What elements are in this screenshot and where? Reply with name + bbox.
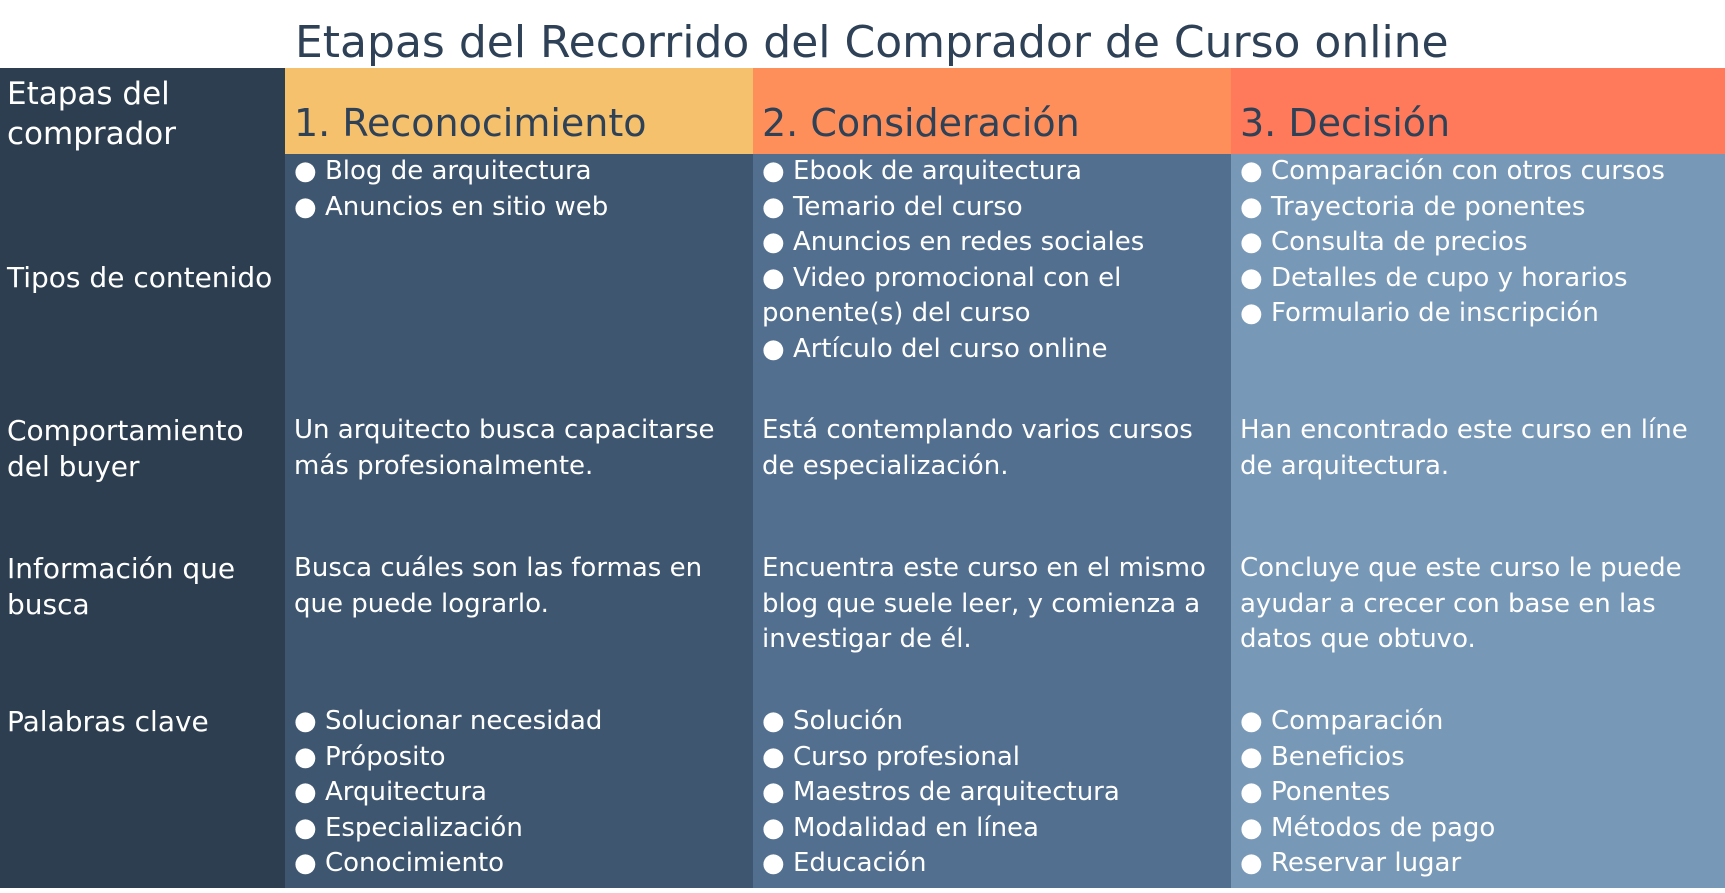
list-item: ● Próposito xyxy=(294,740,747,776)
list-item: ● Especialización xyxy=(294,811,747,847)
list-item: ● Métodos de pago xyxy=(1240,811,1719,847)
list-item: ● Consulta de precios xyxy=(1240,225,1719,261)
list-item: ● Video promocional con el ponente(s) del curso xyxy=(762,261,1225,332)
keywords-list xyxy=(762,704,1225,882)
stage-header: 1. Reconocimiento xyxy=(285,68,753,154)
list-item: ● Temario del curso xyxy=(762,190,1225,226)
list-item: ● Detalles de cupo y horarios xyxy=(1240,261,1719,297)
content-types-list xyxy=(294,154,747,225)
list-item: ● Maestros de arquitectura xyxy=(762,775,1225,811)
list-item: ● Conocimiento xyxy=(294,846,747,882)
row-label-behavior: Comportamiento del buyer xyxy=(7,414,244,483)
row-label-stages: Etapas del comprador xyxy=(7,76,177,152)
info-text: Concluye que este curso le puede ayudar a crecer con base en las datos que obtuvo. xyxy=(1240,553,1682,655)
stage-column-reconocimiento xyxy=(285,68,753,888)
row-label-info: Información que busca xyxy=(7,552,236,621)
row-label-content-types: Tipos de contenido xyxy=(7,261,273,294)
list-item: ● Educación xyxy=(762,846,1225,882)
list-item: ● Arquitectura xyxy=(294,775,747,811)
stage-header: 2. Consideración xyxy=(753,68,1231,154)
content-types-list xyxy=(762,154,1225,368)
stage-column-consideracion xyxy=(753,68,1231,888)
info-text: Encuentra este curso en el mismo blog que suele leer, y comienza a investigar de él. xyxy=(762,553,1206,655)
list-item: ● Comparación con otros cursos xyxy=(1240,154,1719,190)
behavior-text: Han encontrado este curso en líne de arquitectura. xyxy=(1240,415,1688,481)
list-item: ● Reservar lugar xyxy=(1240,846,1719,882)
list-item: ● Beneficios xyxy=(1240,740,1719,776)
list-item: ● Artículo del curso online xyxy=(762,332,1225,368)
behavior-text: Un arquitecto busca capacitarse más profesionalmente. xyxy=(294,415,715,481)
stage-column-decision xyxy=(1231,68,1725,888)
content-types-list xyxy=(1240,154,1719,332)
list-item: ● Solucionar necesidad xyxy=(294,704,747,740)
list-item: ● Blog de arquitectura xyxy=(294,154,747,190)
info-text: Busca cuáles son las formas en que puede lograrlo. xyxy=(294,553,703,619)
list-item: ● Solución xyxy=(762,704,1225,740)
stage-header: 3. Decisión xyxy=(1231,68,1725,154)
list-item: ● Anuncios en redes sociales xyxy=(762,225,1225,261)
row-labels-column xyxy=(0,68,285,888)
keywords-list xyxy=(294,704,747,882)
row-label-keywords: Palabras clave xyxy=(7,705,209,738)
list-item: ● Anuncios en sitio web xyxy=(294,190,747,226)
keywords-list xyxy=(1240,704,1719,882)
list-item: ● Modalidad en línea xyxy=(762,811,1225,847)
list-item: ● Trayectoria de ponentes xyxy=(1240,190,1719,226)
behavior-text: Está contemplando varios cursos de especialización. xyxy=(762,415,1193,481)
page-title: Etapas del Recorrido del Comprador de Curso online xyxy=(295,17,1449,68)
list-item: ● Ebook de arquitectura xyxy=(762,154,1225,190)
list-item: ● Comparación xyxy=(1240,704,1719,740)
list-item: ● Formulario de inscripción xyxy=(1240,296,1719,332)
list-item: ● Ponentes xyxy=(1240,775,1719,811)
list-item: ● Curso profesional xyxy=(762,740,1225,776)
